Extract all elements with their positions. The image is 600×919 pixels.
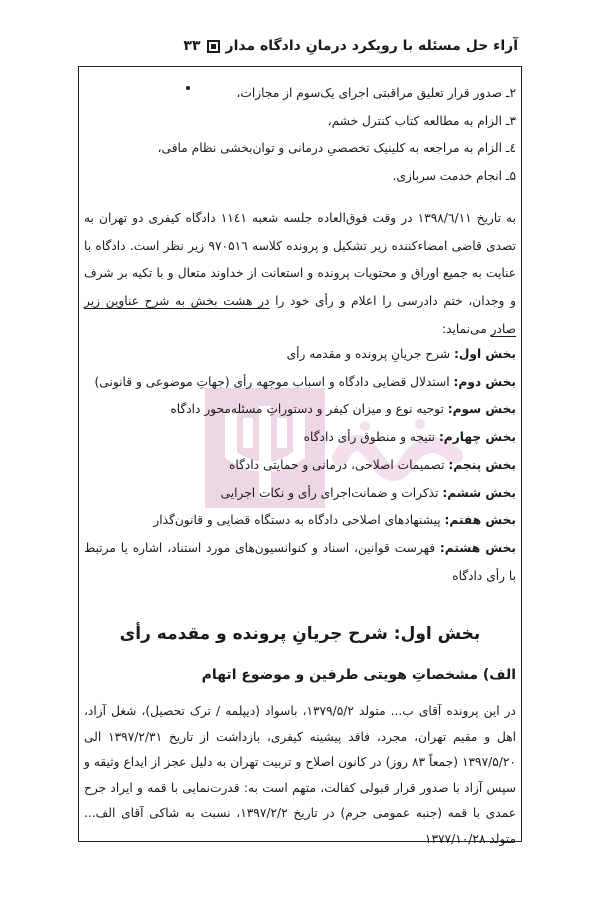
section-item xyxy=(84,424,516,452)
running-header xyxy=(183,38,518,54)
list-item: ٤ـ الزام به مراجعه به کلینیک تخصصیِ درمانی و توان‌بخشی نظام مافی، xyxy=(157,141,516,156)
intro-paragraph xyxy=(84,205,516,344)
section-item xyxy=(84,480,516,508)
section-text: نتیجه و منطوق رأی دادگاه xyxy=(303,430,436,445)
section-item xyxy=(84,535,516,590)
square-bullet-icon xyxy=(207,40,220,53)
body-paragraph: در این پرونده آقای ب... متولد ۱۳۷۹/۵/۲، باسواد (دیپلمه / ترک تحصیل)، شغل آزاد، اهل و مقیم تهران، مجرد، فاقد پیشینه کیفری، بازداشت از تاریخ ۱۳۹۷/۲/۳۱ الی ۱۳۹۷/۵/۲۰ (جمعاً ۸۳ روز) در کانون اصلاح و تربیت تهران به دلیل عجز از ایداع وثیقه و سپس آزاد با صدور قرار قبولی کفالت، متهم است به: قدرت‌نمایی با قمه و ایراد جرح عمدی با قمه (جنبه عمومی جرم) در تاریخ ۱۳۹۷/۲/۲، نسبت به شاکی آقای الف... متولد ۱۳۷۷/۱۰/۲۸ xyxy=(84,704,517,846)
section-label: بخش هفتم: xyxy=(444,513,516,528)
section-label: بخش اول: xyxy=(453,347,516,361)
intro-end-text: می‌نماید: xyxy=(442,321,487,336)
list-item: ۳ـ الزام به مطالعه کتاب کنترل خشم، xyxy=(327,113,516,128)
section-text: فهرست قوانین، اسناد و کنوانسیون‌های مورد استناد، اشاره یا مرتبط با رأی دادگاه xyxy=(84,540,516,583)
section-label: بخش دوم: xyxy=(453,374,516,389)
section-label: بخش هشتم: xyxy=(439,540,517,555)
section-heading: بخش اول: شرح جریانِ پرونده و مقدمه رأی xyxy=(119,624,481,644)
page-number: ۳۳ xyxy=(183,38,201,54)
section-label: بخش پنجم: xyxy=(448,457,516,472)
section-item xyxy=(84,452,516,480)
section-text: تذکرات و ضمانت‌اجرای رأی و نکات اجرایی xyxy=(220,485,439,500)
sections-list xyxy=(84,341,516,590)
section-label: بخش سوم: xyxy=(447,402,516,417)
section-item xyxy=(84,396,516,424)
section-text: تصمیمات اصلاحی، درمانی و حمایتی دادگاه xyxy=(228,457,445,472)
section-item xyxy=(84,369,516,397)
numbered-list xyxy=(84,80,516,191)
section-label: بخش ششم: xyxy=(442,485,516,500)
list-item: ۵ـ انجام خدمت سربازی. xyxy=(392,169,516,184)
subsection-heading: الف) مشخصاتِ هویتی طرفین و موضوع اتهام xyxy=(201,667,516,683)
intro-underlined-text: در هشت بخش به شرح عناوین زیر صادر xyxy=(84,294,516,336)
list-item: ۲ـ صدور قرار تعلیق مراقبتی اجرای یک‌سوم از مجازات، xyxy=(236,86,516,100)
section-text: توجیه نوع و میزان کیفر و دستوراتِ مسئله‌محور دادگاه xyxy=(170,402,444,417)
section-item xyxy=(84,341,516,369)
section-text: شرح جریانِ پرونده و مقدمه رأی xyxy=(286,347,451,361)
header-title: آراء حل مسئله با رویکرد درمانِ دادگاه مدار xyxy=(225,38,518,54)
section-text: استدلال قضایی دادگاه و اسباب موجهه رأی (جهاتِ موضوعی و قانونی) xyxy=(94,374,450,389)
section-text: پیشنهادهای اصلاحی دادگاه به دستگاه قضایی و قانون‌گذار xyxy=(153,513,441,528)
section-label: بخش چهارم: xyxy=(438,430,516,445)
intro-text: به تاریخ ۱۳۹۸/٦/۱۱ در وقت فوق‌العاده جلسه شعبه ۱۱٤۱ دادگاه کیفری دو تهران به تصدی قاضی امضاءکننده زیر تشکیل و پرونده کلاسه ۹۷۰۵۱٦ زیر نظر است. دادگاه با عنایت به جمیع اوراق و محتویات پرونده و استعانت از خداوند متعال و با تکیه بر شرف و وجدان، ختم دادرسی را اعلام و رأی خود را xyxy=(84,211,516,309)
section-item xyxy=(84,507,516,535)
